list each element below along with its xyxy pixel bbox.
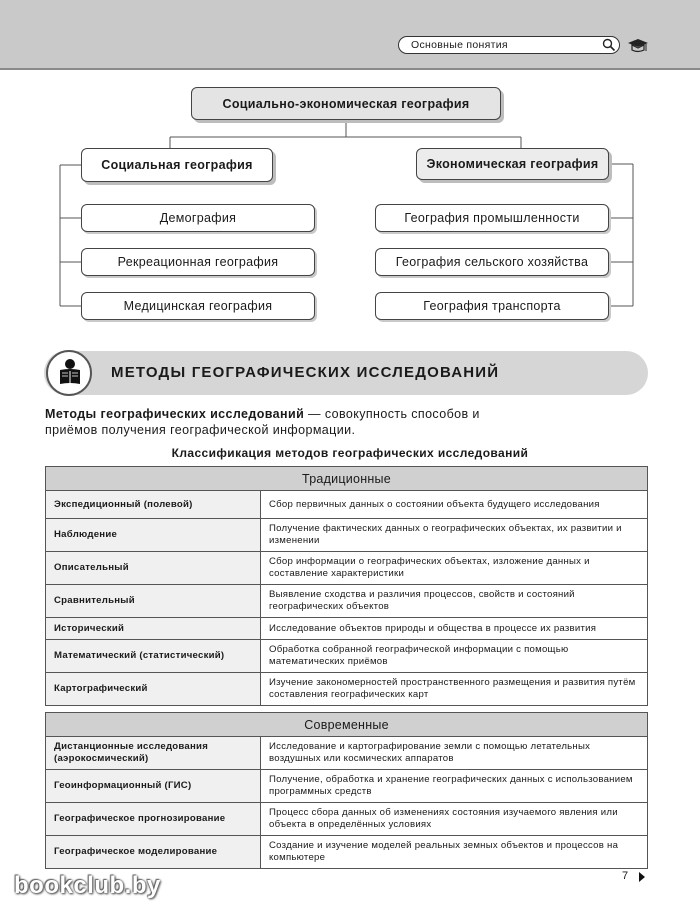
method-description: Получение фактических данных о географических объектах, их развитии и изменении <box>261 519 648 552</box>
social-geography-node: Социальная география <box>81 148 273 182</box>
table-row <box>46 552 648 585</box>
method-description: Получение, обработка и хранение географических данных с использованием программных средств <box>261 770 648 803</box>
method-name: Наблюдение <box>46 519 261 552</box>
next-page-arrow-icon[interactable] <box>639 872 645 882</box>
table-row <box>46 491 648 519</box>
method-description: Исследование и картографирование земли с помощью летательных воздушных или космических аппаратов <box>261 737 648 770</box>
page-number: 7 <box>622 870 629 882</box>
modern-methods-table <box>45 712 648 869</box>
method-name: Описательный <box>46 552 261 585</box>
method-description: Сбор первичных данных о состоянии объекта будущего исследования <box>261 491 648 519</box>
social-item: Демография <box>81 204 315 232</box>
social-item: Рекреационная география <box>81 248 315 276</box>
table-row <box>46 737 648 770</box>
method-description: Процесс сбора данных об изменениях состояния изучаемого явления или объекта в определённых условиях <box>261 803 648 836</box>
table-header: Традиционные <box>46 467 648 491</box>
method-name: Геоинформационный (ГИС) <box>46 770 261 803</box>
method-description: Создание и изучение моделей реальных земных объектов и процессов на компьютере <box>261 836 648 869</box>
search-text: Основные понятия <box>411 39 508 51</box>
classification-title: Классификация методов географических исследований <box>171 446 529 460</box>
definition-term: Методы географических исследований <box>45 407 305 421</box>
table-row <box>46 673 648 706</box>
method-name: Сравнительный <box>46 585 261 618</box>
table-header: Современные <box>46 713 648 737</box>
table-row <box>46 640 648 673</box>
method-name: Дистанционные исследования (аэрокосмический) <box>46 737 261 770</box>
table-row <box>46 803 648 836</box>
economic-geography-node: Экономическая география <box>416 148 609 180</box>
reading-person-icon <box>54 356 86 388</box>
method-description: Выявление сходства и различия процессов, свойств и состояний географических объектов <box>261 585 648 618</box>
section-title: МЕТОДЫ ГЕОГРАФИЧЕСКИХ ИССЛЕДОВАНИЙ <box>111 364 500 381</box>
method-description: Изучение закономерностей пространственного размещения и развития путём составления географических карт <box>261 673 648 706</box>
table-row <box>46 585 648 618</box>
method-name: Географическое моделирование <box>46 836 261 869</box>
economic-item: География транспорта <box>375 292 609 320</box>
method-name: Географическое прогнозирование <box>46 803 261 836</box>
root-node: Социально-экономическая география <box>191 87 501 120</box>
method-name: Экспедиционный (полевой) <box>46 491 261 519</box>
method-name: Картографический <box>46 673 261 706</box>
method-name: Исторический <box>46 618 261 640</box>
method-description: Сбор информации о географических объектах, изложение данных и составление характеристики <box>261 552 648 585</box>
method-description: Исследование объектов природы и общества в процессе их развития <box>261 618 648 640</box>
economic-item: География сельского хозяйства <box>375 248 609 276</box>
table-row <box>46 618 648 640</box>
method-description: Обработка собранной географической информации с помощью математических приёмов <box>261 640 648 673</box>
table-row <box>46 770 648 803</box>
table-row <box>46 836 648 869</box>
table-row <box>46 519 648 552</box>
definition-text <box>45 406 525 438</box>
definition-body: — совокупность способов и приёмов получения географической информации. <box>45 407 480 437</box>
traditional-methods-table <box>45 466 648 706</box>
social-item: Медицинская география <box>81 292 315 320</box>
economic-item: География промышленности <box>375 204 609 232</box>
method-name: Математический (статистический) <box>46 640 261 673</box>
watermark: bookclub.by <box>14 872 161 899</box>
